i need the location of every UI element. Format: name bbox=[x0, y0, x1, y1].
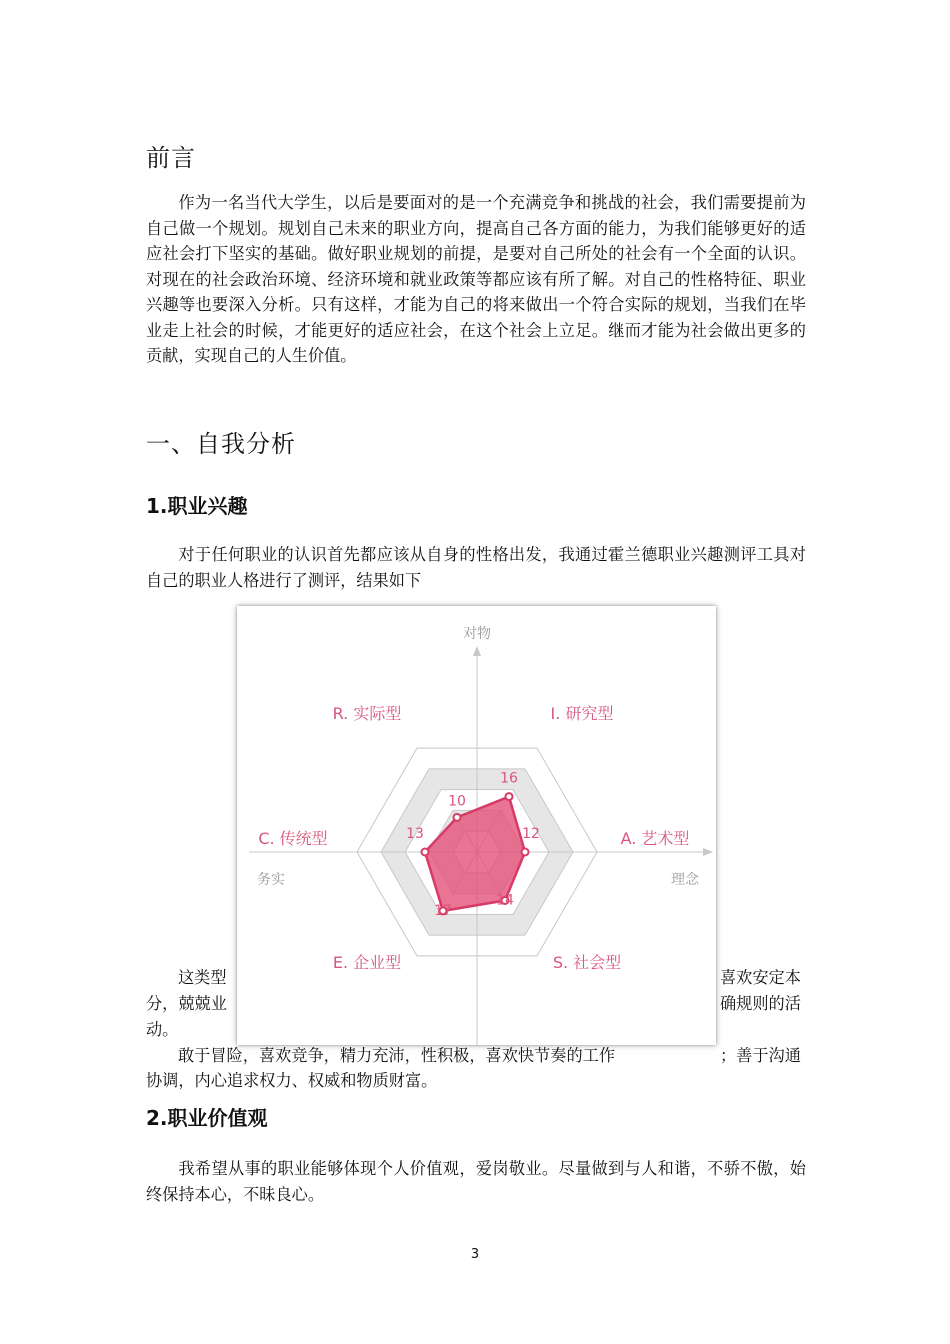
vertical-axis-arrow-icon bbox=[473, 646, 481, 656]
partial-line2-right: 确规则的活 bbox=[720, 994, 801, 1013]
radar-point bbox=[454, 814, 461, 821]
radar-value-label: 14 bbox=[496, 892, 514, 909]
horizontal-axis-arrow-icon bbox=[703, 848, 713, 856]
radar-category-label: E. 企业型 bbox=[332, 953, 402, 972]
radar-category-label: C. 传统型 bbox=[258, 829, 328, 848]
preface-title: 前言 bbox=[146, 144, 196, 172]
partial-line4-right: ；善于沟通 bbox=[720, 1046, 801, 1065]
partial-line1-right: 喜欢安定本 bbox=[720, 968, 801, 987]
preface-body: 作为一名当代大学生，以后是要面对的是一个充满竞争和挑战的社会，我们需要提前为自己做一个规划。规划自己未来的职业方向，提高自己各方面的能力，为我们能够更好的适应社会打下坚实的基础。做好职业规划的前提，是要对自己所处的社会有一个全面的认识。对现在的社会政治环境、经济环境和就业政策等都应该有所了解。对自己的性格特征、职业兴趣等也要深入分析。只有这样，才能为自己的将来做出一个符合实际的规划，当我们在毕业走上社会的时候，才能更好的适应社会，在这个社会上立足。继而才能为社会做出更多的贡献，实现自己的人生价值。 bbox=[146, 193, 806, 365]
radar-value-label: 17 bbox=[434, 902, 452, 919]
axis-label-top: 对物 bbox=[463, 626, 491, 642]
radar-value-label: 12 bbox=[522, 826, 540, 842]
radar-value-label: 13 bbox=[406, 826, 424, 842]
radar-chart bbox=[237, 606, 716, 1045]
radar-category-label: I. 研究型 bbox=[550, 704, 614, 723]
subsection-title-interest: 1.职业兴趣 bbox=[146, 494, 248, 518]
partial-line5: 协调，内心追求权力、权威和物质财富。 bbox=[146, 1071, 438, 1090]
radar-value-label: 16 bbox=[500, 770, 518, 787]
section-title-self-analysis: 一、自我分析 bbox=[146, 430, 296, 458]
partial-line3: 动。 bbox=[146, 1020, 179, 1039]
axis-label-left: 务实 bbox=[257, 872, 285, 888]
partial-line4-left: 敢于冒险，喜欢竞争，精力充沛，性积极，喜欢快节奏的工作 bbox=[178, 1046, 616, 1065]
interest-intro: 对于任何职业的认识首先都应该从自身的性格出发，我通过霍兰德职业兴趣测评工具对自己的职业人格进行了测评，结果如下 bbox=[146, 545, 806, 590]
radar-point bbox=[422, 849, 429, 856]
radar-point bbox=[522, 849, 529, 856]
radar-category-label: A. 艺术型 bbox=[620, 829, 690, 848]
page-number: 3 bbox=[470, 1247, 480, 1262]
radar-category-label: S. 社会型 bbox=[552, 953, 622, 972]
partial-line2-left: 分，兢兢业 bbox=[146, 994, 227, 1013]
radar-point bbox=[506, 793, 513, 800]
values-body: 我希望从事的职业能够体现个人价值观，爱岗敬业。尽量做到与人和谐，不骄不傲，始终保持本心，不昧良心。 bbox=[146, 1159, 806, 1204]
radar-value-label: 10 bbox=[448, 793, 466, 810]
partial-line1-left: 这类型 bbox=[178, 968, 227, 987]
subsection-title-values: 2.职业价值观 bbox=[146, 1106, 268, 1130]
radar-category-label: R. 实际型 bbox=[332, 704, 402, 723]
holland-radar-figure bbox=[237, 606, 716, 1045]
axis-label-right: 理念 bbox=[671, 872, 699, 888]
